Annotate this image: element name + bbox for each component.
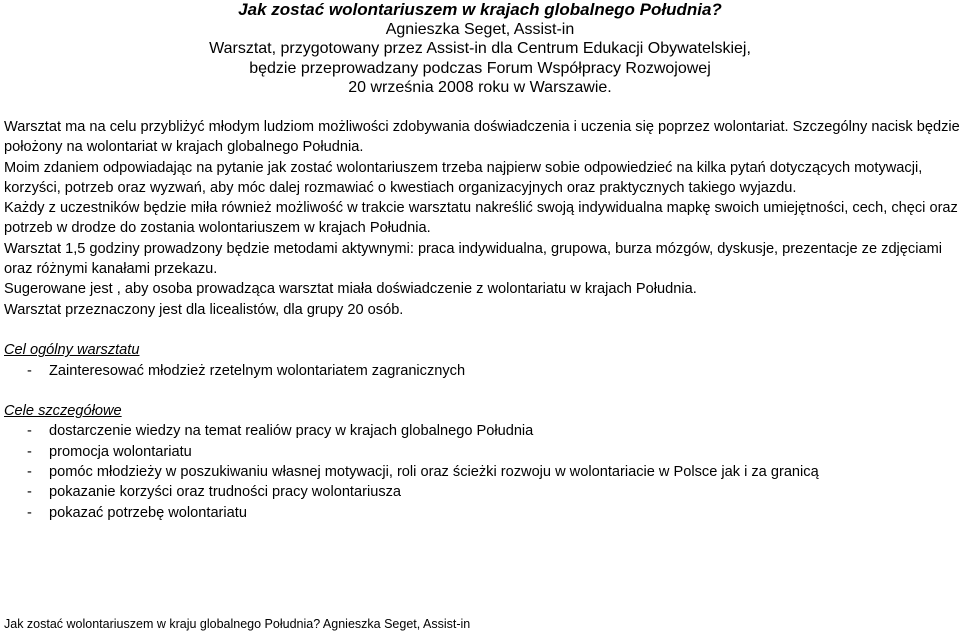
list-item <box>4 482 960 502</box>
dash-bullet: - <box>27 443 32 460</box>
spacer <box>4 381 960 401</box>
dash-bullet: - <box>27 423 32 440</box>
list-item <box>4 462 960 482</box>
header-line-1: Warsztat, przygotowany przez Assist-in dla Centrum Edukacji Obywatelskiej, <box>209 40 751 57</box>
list-item-text: dostarczenie wiedzy na temat realiów pracy w krajach globalnego Południa <box>49 423 534 440</box>
paragraph-audience: Warsztat przeznaczony jest dla licealistów, dla grupy 20 osób. <box>4 301 404 318</box>
paragraph-participants: Każdy z uczestników będzie miła również możliwość w trakcie warsztatu nakreślić swoją indywidualna mapkę swoich umiejętności, cech, chęci oraz potrzeb w drodze do zostania wolontariuszem w krajach Południa. <box>4 200 958 237</box>
list-item <box>4 503 960 523</box>
list-item <box>4 421 960 441</box>
dash-bullet: - <box>27 504 32 521</box>
page-footer: Jak zostać wolontariuszem w kraju globalnego Południa? Agnieszka Seget, Assist-in <box>4 617 471 631</box>
list-item-text: promocja wolontariatu <box>49 443 192 460</box>
list-item-text: pomóc młodzieży w poszukiwaniu własnej motywacji, roli oraz ścieżki rozwoju w wolontariacie w Polsce jak i za granicą <box>49 464 819 481</box>
header-line-2: będzie przeprowadzany podczas Forum Współpracy Rozwojowej <box>249 59 711 77</box>
document-body <box>4 117 960 523</box>
specific-goals-heading: Cele szczegółowe <box>4 403 122 420</box>
dash-bullet: - <box>27 484 32 501</box>
specific-goals-list <box>4 421 960 522</box>
header-line-3: 20 września 2008 roku w Warszawie. <box>348 79 612 96</box>
paragraph-opinion: Moim zdaniem odpowiadając na pytanie jak zostać wolontariuszem trzeba najpierw sobie odpowiedzieć na kilka pytań dotyczących motywacji, korzyści, potrzeb oraz wyzwań, aby móc dalej rozmawiać o kwestiach organizacyjnych oraz praktycznych takiego wyjazdu. <box>4 159 923 196</box>
list-item-text: pokazać potrzebę wolontariatu <box>49 504 247 521</box>
list-item <box>4 442 960 462</box>
list-item-text: pokazanie korzyści oraz trudności pracy wolontariusza <box>49 484 402 501</box>
list-item-text: Zainteresować młodzież rzetelnym wolontariatem zagranicznych <box>49 362 466 379</box>
general-goal-list <box>4 361 960 381</box>
dash-bullet: - <box>27 464 32 481</box>
general-goal-heading: Cel ogólny warsztatu <box>4 342 140 359</box>
author-line: Agnieszka Seget, Assist-in <box>385 20 575 38</box>
paragraph-facilitator: Sugerowane jest , aby osoba prowadząca warsztat miała doświadczenie z wolontariatu w krajach Południa. <box>4 281 697 298</box>
list-item <box>4 361 960 381</box>
document-title: Jak zostać wolontariuszem w krajach globalnego Południa? <box>238 0 722 19</box>
document-header <box>0 0 960 98</box>
paragraph-methods: Warsztat 1,5 godziny prowadzony będzie metodami aktywnymi: praca indywidualna, grupowa, burza mózgów, dyskusje, prezentacje ze zdjęciami oraz różnymi kanałami przekazu. <box>4 240 942 278</box>
paragraph-aim: Warsztat ma na celu przybliżyć młodym ludziom możliwości zdobywania doświadczenia i uczenia się poprzez wolontariat. Szczególny nacisk będzie położony na wolontariat w krajach globalnego Południa. <box>4 119 960 156</box>
spacer <box>4 320 960 340</box>
dash-bullet: - <box>27 362 32 379</box>
